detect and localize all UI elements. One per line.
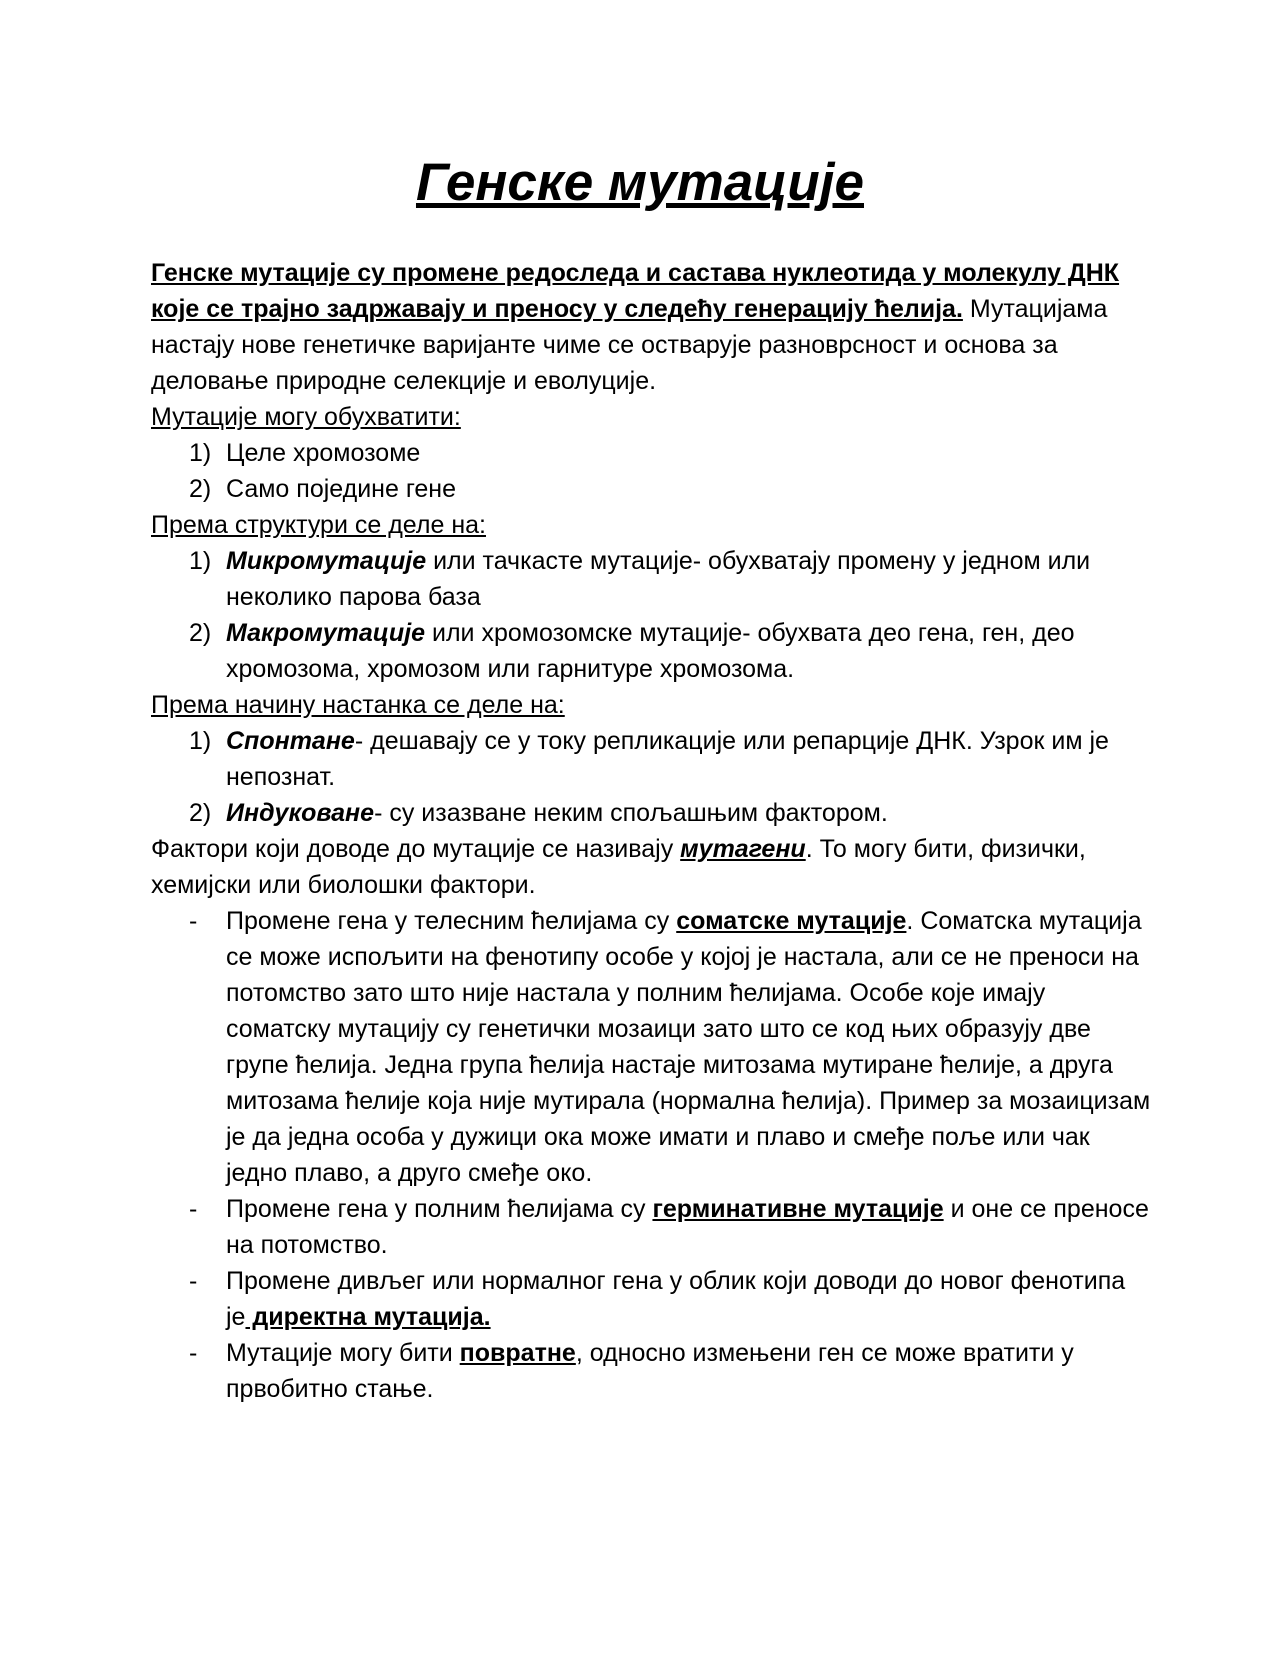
- term-macromutations: Макромутације: [226, 619, 426, 647]
- list-item-text: Целе хромозоме: [226, 439, 421, 467]
- list-marker: 1): [189, 727, 212, 755]
- list-marker: 2): [189, 799, 212, 827]
- list-marker: 2): [189, 475, 212, 503]
- page-title: Генске мутације: [415, 153, 864, 212]
- list-marker: -: [189, 907, 198, 935]
- term-reverse-mutations: повратне: [459, 1339, 576, 1367]
- intro-definition: Генске мутације су промене редоследа и састава нуклеотида у молекулу ДНК које се трајно задржавају и преносу у следећу генерацију ћелија.: [151, 259, 1120, 323]
- list-item: [151, 903, 1151, 1191]
- term-induced: Индуковане: [226, 799, 375, 827]
- intro-text: Мутацијама настају нове генетичке варијанте чиме се остварује разноврсност и основа за деловање природне селекције и еволуције.: [151, 295, 1108, 395]
- list-item: [151, 543, 1151, 615]
- list-item: [151, 723, 1151, 795]
- mutagens-paragraph: [151, 831, 1151, 903]
- term-somatic-mutations: соматске мутације: [676, 907, 907, 935]
- term-mutagens: мутагени: [680, 835, 806, 863]
- list-item: [151, 1191, 1151, 1263]
- document-body: [151, 255, 1151, 1407]
- list-item: [151, 1263, 1151, 1335]
- list-marker: 2): [189, 619, 212, 647]
- term-direct-mutation: директна мутација.: [245, 1303, 491, 1331]
- term-spontaneous: Спонтане: [226, 727, 355, 755]
- term-micromutations: Микромутације: [226, 547, 427, 575]
- list-item-text: и оне се преносе на потомство.: [226, 1195, 1149, 1259]
- list-item-text: - су изазване неким спољашњим фактором.: [374, 799, 888, 827]
- mutagens-text-before: Фактори који доводе до мутације се називају: [151, 835, 681, 863]
- structure-heading: Према структури се деле на:: [151, 511, 486, 539]
- list-item-text: Промене гена у полним ћелијама су: [226, 1195, 653, 1223]
- term-germinal-mutations: герминативне мутације: [652, 1195, 944, 1223]
- list-item: [151, 1335, 1151, 1407]
- list-item-text: Само поједине гене: [226, 475, 457, 503]
- origin-heading: Према начину настанка се деле на:: [151, 691, 565, 719]
- list-item-text: , односно измењени ген се може вратити у првобитно стање.: [226, 1339, 1074, 1403]
- list-marker: -: [189, 1195, 198, 1223]
- origin-list: [151, 723, 1151, 831]
- list-marker: 1): [189, 439, 212, 467]
- mutation-types-list: [151, 903, 1151, 1407]
- list-item-text: . Соматска мутација се може испољити на фенотипу особе у којој је настала, али се не преноси на потомство зато што није настала у полним ћелијама. Особе које имају соматску мутацију су генетички мозаици зато што се код њих образују две групе ћелија. Једна група ћелија настаје митозама мутиране ћелије, а друга митозама ћелије која није мутирала (нормална ћелија). Пример за мозаицизам је да једна особа у дужици ока може имати и плаво и смеђе поље или чак једно плаво, а друго смеђе око.: [226, 907, 1151, 1187]
- list-item-text: Промене дивљег или нормалног гена у облик који доводи до новог фенотипа је: [226, 1267, 1126, 1331]
- list-item-text: Мутације могу бити: [226, 1339, 460, 1367]
- list-marker: 1): [189, 547, 212, 575]
- list-item: [151, 435, 1151, 471]
- list-item-text: или хромозомске мутације- обухвата део гена, ген, део хромозома, хромозом или гарнитуре хромозома.: [226, 619, 1075, 683]
- list-item: [151, 615, 1151, 687]
- list-item-text: - дешавају се у току репликације или репарције ДНК. Узрок им је непознат.: [226, 727, 1109, 791]
- list-item-text: или тачкасте мутације- обухватају промену у једном или неколико парова база: [226, 547, 1091, 611]
- scope-list: [151, 435, 1151, 507]
- mutagens-text-after: . То могу бити, физички, хемијски или биолошки фактори.: [151, 835, 1086, 899]
- intro-paragraph: [151, 255, 1151, 399]
- list-item-text: Промене гена у телесним ћелијама су: [226, 907, 677, 935]
- list-item: [151, 471, 1151, 507]
- scope-heading: Мутације могу обухватити:: [151, 403, 461, 431]
- list-marker: -: [189, 1267, 198, 1295]
- list-item: [151, 795, 1151, 831]
- list-marker: -: [189, 1339, 198, 1367]
- structure-list: [151, 543, 1151, 687]
